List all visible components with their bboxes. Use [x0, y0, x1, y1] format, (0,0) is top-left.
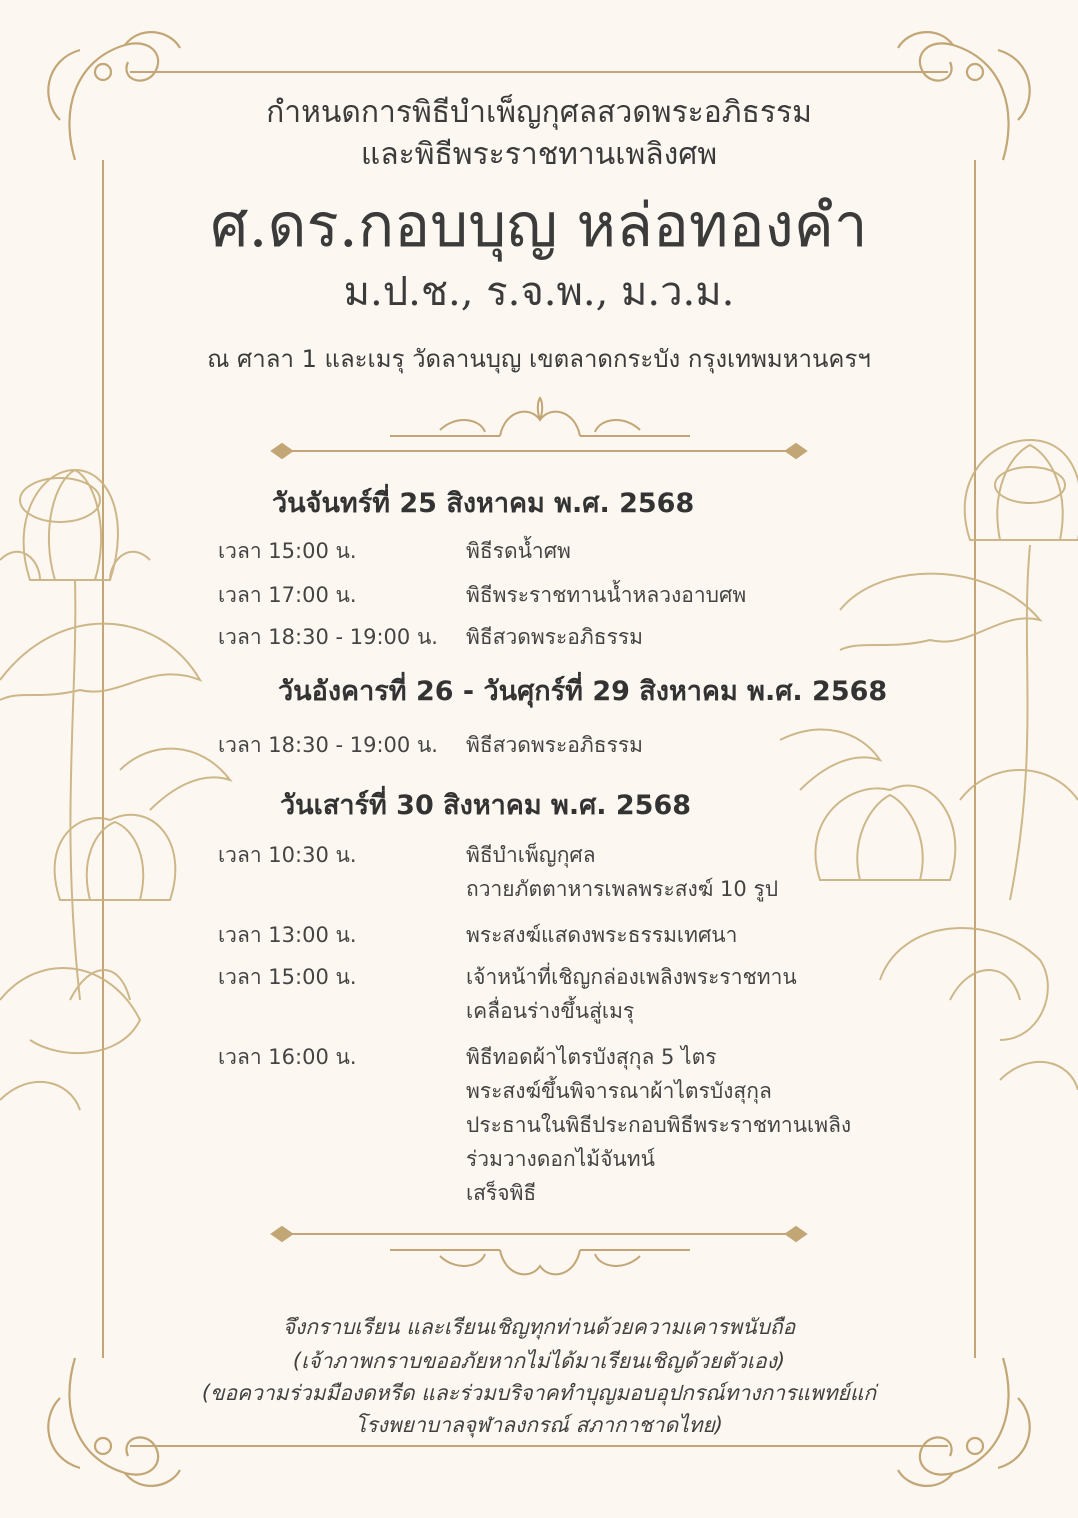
schedule-row [0, 960, 1078, 1030]
schedule-desc: เคลื่อนร่างขึ้นสู่เมรุ [466, 999, 635, 1023]
day-heading: วันอังคารที่ 26 - วันศุกร์ที่ 29 สิงหาคม พ.ศ. 2568 [278, 676, 888, 707]
schedule-desc: พิธีบำเพ็ญกุศล [466, 843, 596, 867]
schedule-time: เวลา 17:00 น. [218, 583, 357, 607]
schedule-desc: พระสงฆ์ขึ้นพิจารณาผ้าไตรบังสุกุล [466, 1079, 772, 1103]
schedule-desc: พระสงฆ์แสดงพระธรรมเทศนา [466, 923, 738, 947]
divider-flourish-icon [272, 398, 806, 458]
schedule-desc: พิธีพระราชทานน้ำหลวงอาบศพ [466, 583, 747, 607]
schedule-time: เวลา 18:30 - 19:00 น. [218, 733, 438, 757]
schedule-desc: ประธานในพิธีประกอบพิธีพระราชทานเพลิง [466, 1113, 852, 1137]
ceremony-subtitle: และพิธีพระราชทานเพลิงศพ [360, 137, 718, 172]
closing-line: (เจ้าภาพกราบขออภัยหากไม่ได้มาเรียนเชิญด้วยตัวเอง) [292, 1349, 786, 1373]
schedule-time: เวลา 18:30 - 19:00 น. [218, 625, 438, 649]
venue-text: ณ ศาลา 1 และเมรุ วัดลานบุญ เขตลาดกระบัง กรุงเทพมหานครฯ [207, 345, 871, 373]
deceased-name: ศ.ดร.กอบบุญ หล่อทองคำ [210, 191, 868, 261]
closing-line: โรงพยาบาลจุฬาลงกรณ์ สภากาชาดไทย) [354, 1413, 723, 1437]
schedule-time: เวลา 16:00 น. [218, 1045, 357, 1069]
ceremony-title: กำหนดการพิธีบำเพ็ญกุศลสวดพระอภิธรรม [266, 95, 812, 130]
schedule-desc: พิธีทอดผ้าไตรบังสุกุล 5 ไตร [466, 1045, 717, 1069]
schedule-time: เวลา 10:30 น. [218, 843, 357, 867]
schedule-time: เวลา 13:00 น. [218, 923, 357, 947]
divider-flourish-icon [272, 1227, 806, 1274]
schedule-desc: ร่วมวางดอกไม้จันทน์ [466, 1147, 655, 1171]
schedule-desc: ถวายภัตตาหารเพลพระสงฆ์ 10 รูป [466, 877, 779, 901]
day-heading: วันเสาร์ที่ 30 สิงหาคม พ.ศ. 2568 [280, 790, 692, 821]
schedule-desc: เสร็จพิธี [466, 1181, 537, 1205]
schedule-time: เวลา 15:00 น. [218, 539, 357, 563]
closing-line: จึงกราบเรียน และเรียนเชิญทุกท่านด้วยความเคารพนับถือ [282, 1315, 796, 1339]
schedule-desc: พิธีสวดพระอภิธรรม [466, 625, 643, 649]
schedule-desc: เจ้าหน้าที่เชิญกล่องเพลิงพระราชทาน [466, 965, 797, 989]
day-heading: วันจันทร์ที่ 25 สิงหาคม พ.ศ. 2568 [272, 488, 695, 519]
closing-line: (ขอความร่วมมืองดหรีด และร่วมบริจาคทำบุญมอบอุปกรณ์ทางการแพทย์แก่ [201, 1381, 877, 1405]
deceased-honors: ม.ป.ช., ร.จ.พ., ม.ว.ม. [343, 269, 735, 315]
schedule-desc: พิธีสวดพระอภิธรรม [466, 733, 643, 757]
schedule-desc: พิธีรดน้ำศพ [466, 539, 571, 563]
schedule-row [0, 1040, 1078, 1212]
schedule-time: เวลา 15:00 น. [218, 965, 357, 989]
schedule-row [0, 838, 1078, 908]
